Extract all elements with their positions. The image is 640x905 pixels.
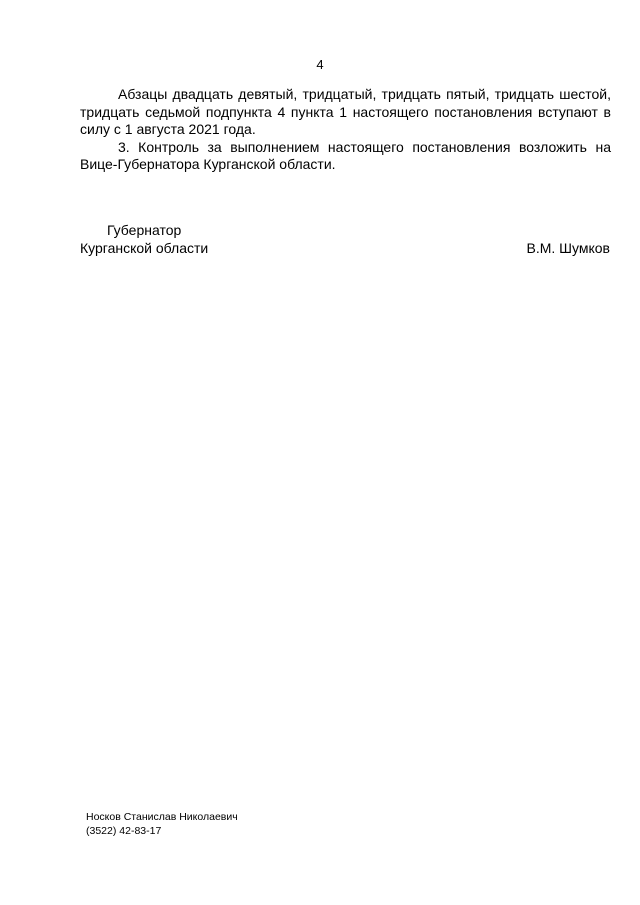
signature-title: Губернатор bbox=[107, 222, 182, 238]
signature-region: Курганской области bbox=[80, 239, 209, 256]
page-number: 4 bbox=[316, 57, 324, 72]
executor-name: Носков Станислав Николаевич bbox=[86, 811, 238, 823]
document-body bbox=[80, 86, 611, 174]
signature-name: В.М. Шумков bbox=[526, 239, 610, 256]
signature-position bbox=[80, 222, 240, 257]
executor-block bbox=[86, 811, 238, 838]
paragraph-control: 3. Контроль за выполнением настоящего постановления возложить на Вице-Губернатора Курганской области. bbox=[80, 138, 611, 172]
executor-phone: (3522) 42-83-17 bbox=[86, 824, 162, 837]
paragraph-effective-date: Абзацы двадцать девятый, тридцатый, тридцать пятый, тридцать шестой, тридцать седьмой подпункта 4 пункта 1 настоящего постановления вступают в силу с 1 августа 2021 года. bbox=[80, 86, 611, 137]
